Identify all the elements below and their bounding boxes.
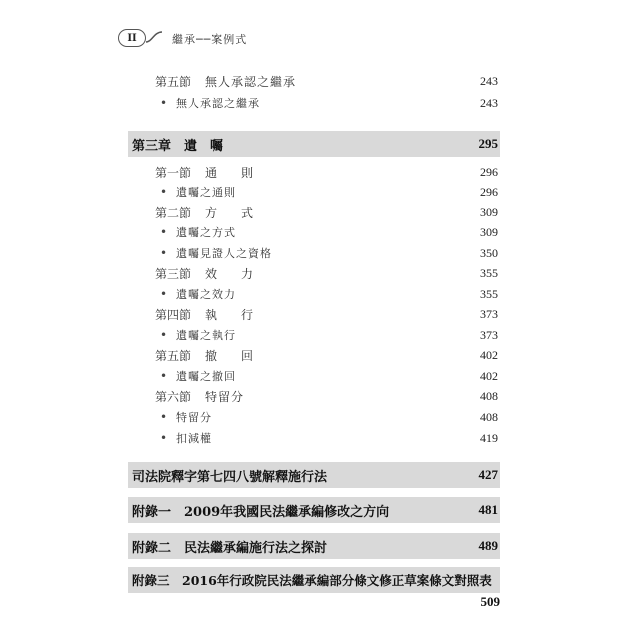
bullet-icon: • xyxy=(160,96,168,110)
toc-topic-row[interactable] xyxy=(160,429,498,447)
toc-section-row[interactable] xyxy=(155,264,498,282)
page-numeral-tab xyxy=(118,29,146,47)
page-number: 373 xyxy=(480,306,498,321)
page-number: 402 xyxy=(480,347,498,362)
page-number: 419 xyxy=(480,430,498,445)
chapter-title: 附錄二 民法繼承編施行法之探討 xyxy=(132,540,328,556)
section-number: 第一節 xyxy=(155,165,192,180)
bullet-icon: • xyxy=(160,369,168,383)
book-title: 繼承──案例式 xyxy=(172,33,248,46)
page-number: 296 xyxy=(480,164,498,179)
header-ornament xyxy=(144,28,164,48)
bullet-icon: • xyxy=(160,410,168,424)
page-number: 509 xyxy=(480,594,500,609)
chapter-title: 司法院釋字第七四八號解釋施行法 xyxy=(132,469,328,485)
section-number: 第五節 xyxy=(155,74,192,89)
section-number: 第四節 xyxy=(155,307,192,322)
topic-name: 遺囑之撤回 xyxy=(176,370,236,383)
section-name: 撤 回 xyxy=(205,348,260,363)
toc-chapter-band[interactable] xyxy=(128,567,500,593)
bullet-icon: • xyxy=(160,287,168,301)
toc-chapter-band[interactable] xyxy=(128,497,500,523)
toc-section-row[interactable] xyxy=(155,163,498,181)
bullet-icon: • xyxy=(160,225,168,239)
page-number: 243 xyxy=(480,95,498,110)
toc-section-row[interactable] xyxy=(155,203,498,221)
toc-chapter-band[interactable] xyxy=(128,533,500,559)
toc-topic-row[interactable] xyxy=(160,285,498,303)
page-number: 489 xyxy=(478,538,498,553)
bullet-icon: • xyxy=(160,328,168,342)
topic-name: 遺囑見證人之資格 xyxy=(176,247,272,260)
section-name: 執 行 xyxy=(205,307,260,322)
toc-topic-row[interactable] xyxy=(160,367,498,385)
topic-name: 扣減權 xyxy=(176,432,212,445)
page-number: 295 xyxy=(478,136,498,151)
topic-name: 遺囑之執行 xyxy=(176,329,236,342)
section-name: 方 式 xyxy=(205,205,260,220)
toc-section-row[interactable] xyxy=(155,387,498,405)
toc-section-row[interactable] xyxy=(155,346,498,364)
page-number: 350 xyxy=(480,245,498,260)
page-number: 427 xyxy=(478,467,498,482)
page-number: 309 xyxy=(480,224,498,239)
page-number: 481 xyxy=(478,502,498,517)
toc-topic-row[interactable] xyxy=(160,183,498,201)
toc-section-row[interactable] xyxy=(155,305,498,323)
bullet-icon: • xyxy=(160,185,168,199)
page-number: 309 xyxy=(480,204,498,219)
toc-topic-row[interactable] xyxy=(160,244,498,262)
toc-section-row[interactable] xyxy=(155,72,498,90)
section-name: 效 力 xyxy=(205,266,260,281)
page-numeral: II xyxy=(127,32,137,44)
page-number: 402 xyxy=(480,368,498,383)
topic-name: 無人承認之繼承 xyxy=(176,97,260,110)
page-number: 373 xyxy=(480,327,498,342)
topic-name: 遺囑之效力 xyxy=(176,288,236,301)
toc-chapter-band[interactable] xyxy=(128,131,500,157)
running-header xyxy=(118,26,538,48)
toc-topic-row[interactable] xyxy=(160,223,498,241)
bullet-icon: • xyxy=(160,246,168,260)
section-name: 通 則 xyxy=(205,165,260,180)
toc-topic-row[interactable] xyxy=(160,408,498,426)
section-number: 第二節 xyxy=(155,205,192,220)
toc-chapter-band[interactable] xyxy=(128,462,500,488)
chapter-title: 第三章 遺 囑 xyxy=(132,138,224,154)
topic-name: 特留分 xyxy=(176,411,212,424)
section-number: 第五節 xyxy=(155,348,192,363)
topic-name: 遺囑之通則 xyxy=(176,186,236,199)
toc-topic-row[interactable] xyxy=(160,326,498,344)
page-number: 355 xyxy=(480,286,498,301)
section-number: 第三節 xyxy=(155,266,192,281)
page-number: 408 xyxy=(480,409,498,424)
section-number: 第六節 xyxy=(155,389,192,404)
toc-topic-row[interactable] xyxy=(160,94,498,112)
topic-name: 遺囑之方式 xyxy=(176,226,236,239)
chapter-title: 附錄一 2009年我國民法繼承編修改之方向 xyxy=(132,504,390,520)
section-name: 特留分 xyxy=(205,389,245,404)
page-number: 408 xyxy=(480,388,498,403)
bullet-icon: • xyxy=(160,431,168,445)
chapter-title: 附錄三 2016年行政院民法繼承編部分條文修正草案條文對照表 xyxy=(132,573,492,588)
section-name: 無人承認之繼承 xyxy=(205,74,297,89)
page-number: 243 xyxy=(480,73,498,88)
page-number: 355 xyxy=(480,265,498,280)
page-number: 296 xyxy=(480,184,498,199)
